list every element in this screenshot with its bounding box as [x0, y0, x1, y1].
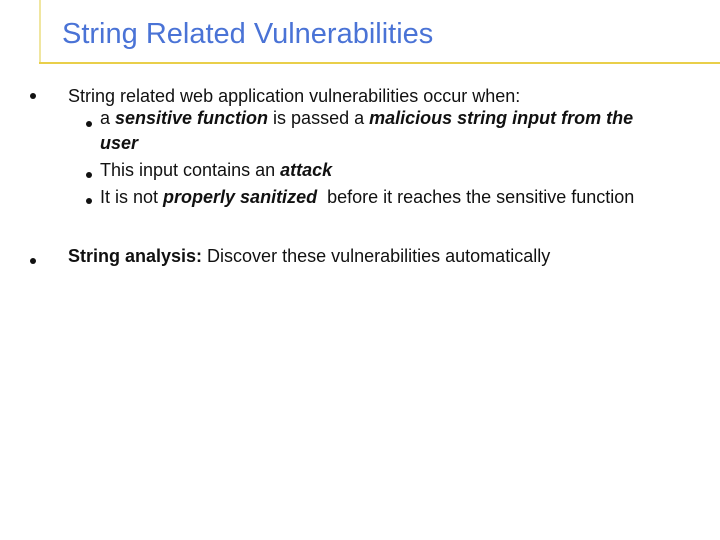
- text-segment: a: [100, 108, 116, 128]
- text-segment: before it reaches the sensitive function: [317, 187, 635, 207]
- text-segment: is passed a: [268, 108, 370, 128]
- emphasis-text: malicious string input from the: [369, 108, 634, 128]
- vertical-rule: [39, 0, 41, 63]
- text-segment: Discover these vulnerabilities automatically: [202, 246, 551, 266]
- slide-title: String Related Vulnerabilities: [62, 18, 434, 50]
- title-underline: [39, 62, 720, 64]
- emphasis-text: properly sanitized: [163, 187, 318, 207]
- bold-lead: String analysis:: [68, 246, 203, 266]
- subitem-2: [100, 159, 332, 181]
- bullet-dot: [30, 258, 36, 264]
- emphasis-text: attack: [280, 160, 333, 180]
- text-segment: This input contains an: [100, 160, 281, 180]
- subitem-3: [100, 186, 634, 208]
- emphasis-text: sensitive function: [115, 108, 269, 128]
- subbullet-dot: [86, 198, 92, 204]
- subbullet-dot: [86, 172, 92, 178]
- subitem-1-line-1: [100, 107, 633, 129]
- bullet-text-2: [68, 245, 550, 267]
- subitem-1-line-2: [100, 132, 138, 154]
- subbullet-dot: [86, 121, 92, 127]
- bullet-text-1: String related web application vulnerabilities occur when:: [68, 86, 521, 106]
- emphasis-text: user: [100, 133, 139, 153]
- bullet-dot: [30, 93, 36, 99]
- text-segment: It is not: [100, 187, 164, 207]
